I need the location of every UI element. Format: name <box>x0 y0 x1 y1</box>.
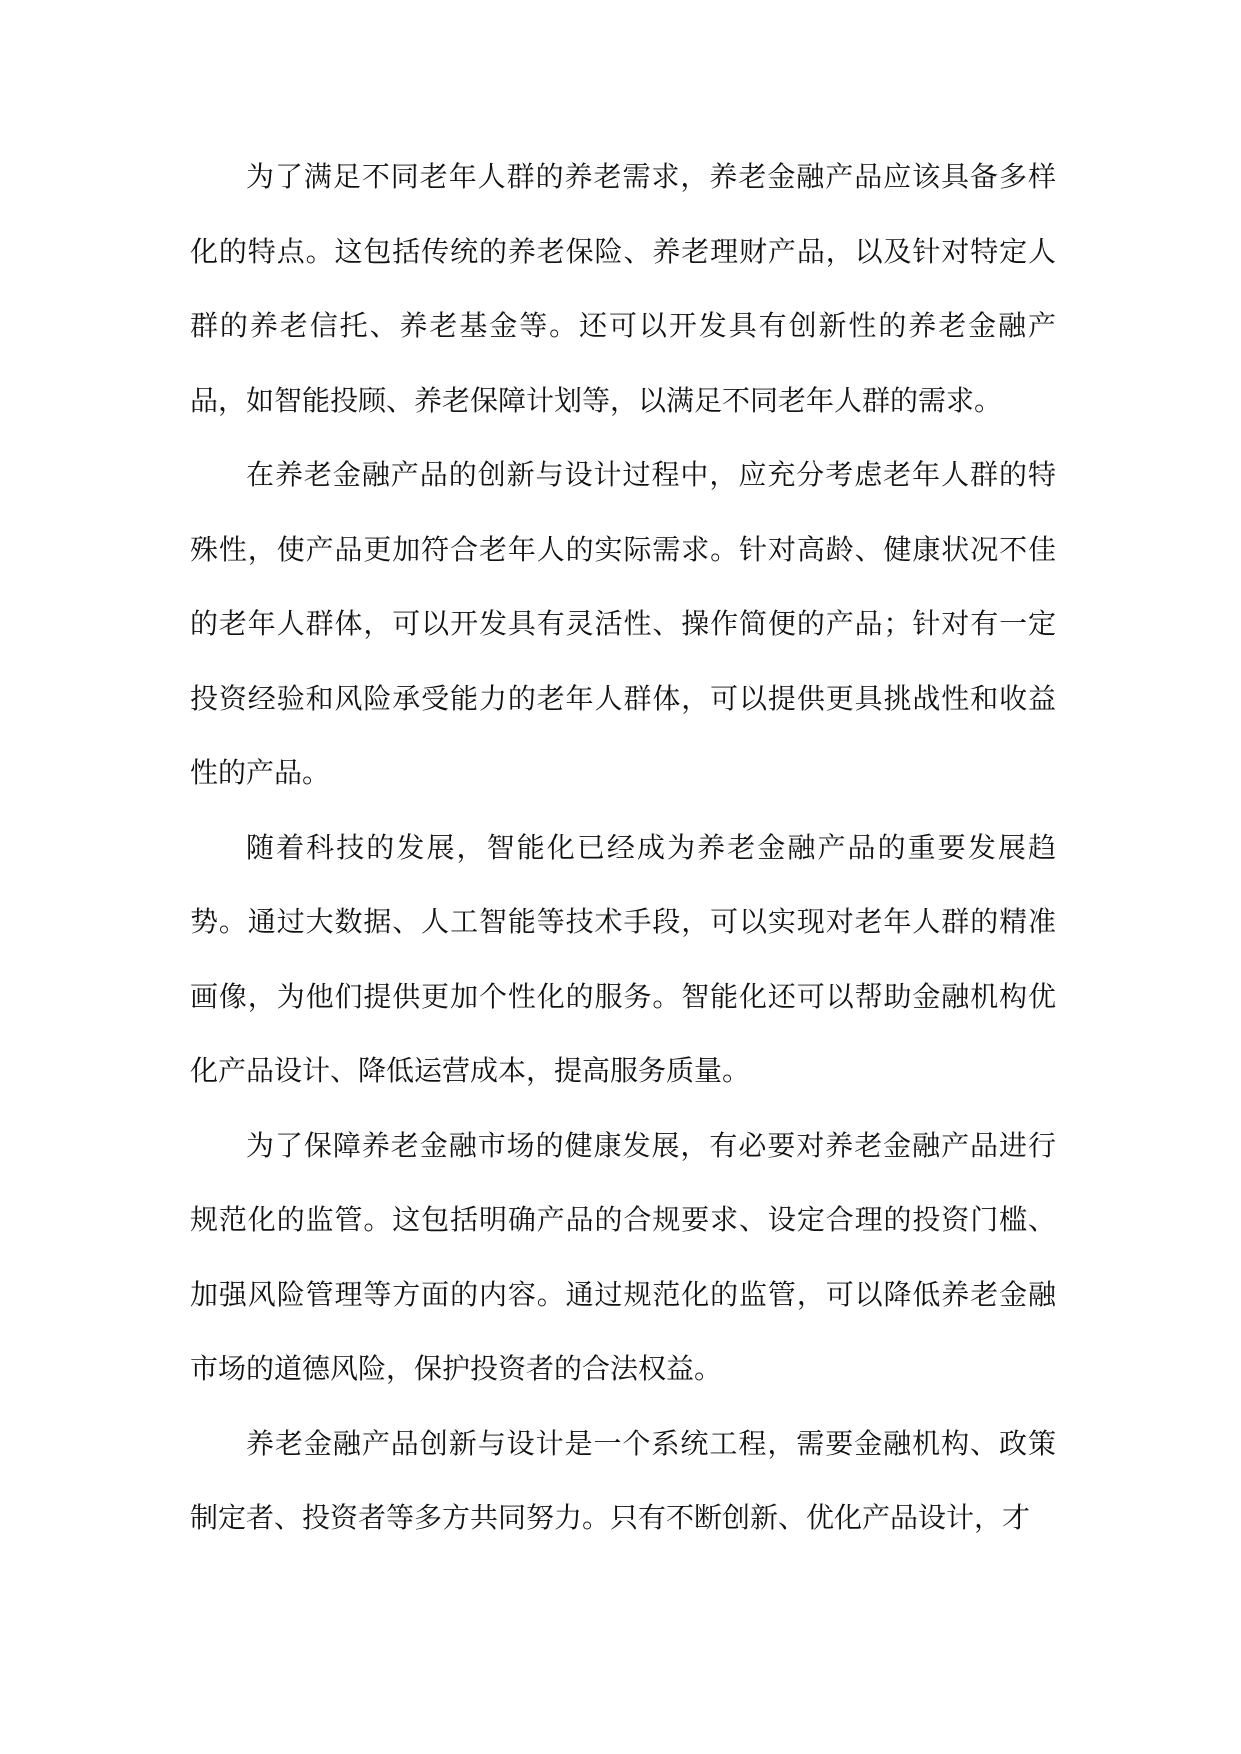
paragraph-2: 在养老金融产品的创新与设计过程中，应充分考虑老年人群的特殊性，使产品更加符合老年人的实际需求。针对高龄、健康状况不佳的老年人群体，可以开发具有灵活性、操作简便的产品；针对有一定投资经验和风险承受能力的老年人群体，可以提供更具挑战性和收益性的产品。 <box>190 458 1056 789</box>
paragraph-1: 为了满足不同老年人群的养老需求，养老金融产品应该具备多样化的特点。这包括传统的养老保险、养老理财产品，以及针对特定人群的养老信托、养老基金等。还可以开发具有创新性的养老金融产品，如智能投顾、养老保障计划等，以满足不同老年人群的需求。 <box>190 160 1056 417</box>
paragraph-5: 养老金融产品创新与设计是一个系统工程，需要金融机构、政策制定者、投资者等多方共同努力。只有不断创新、优化产品设计，才 <box>190 1426 1056 1534</box>
document-body <box>190 140 1056 1556</box>
paragraph-4: 为了保障养老金融市场的健康发展，有必要对养老金融产品进行规范化的监管。这包括明确产品的合规要求、设定合理的投资门槛、加强风险管理等方面的内容。通过规范化的监管，可以降低养老金融市场的道德风险，保护投资者的合法权益。 <box>190 1128 1056 1385</box>
paragraph-3: 随着科技的发展，智能化已经成为养老金融产品的重要发展趋势。通过大数据、人工智能等技术手段，可以实现对老年人群的精准画像，为他们提供更加个性化的服务。智能化还可以帮助金融机构优化产品设计、降低运营成本，提高服务质量。 <box>190 830 1056 1087</box>
